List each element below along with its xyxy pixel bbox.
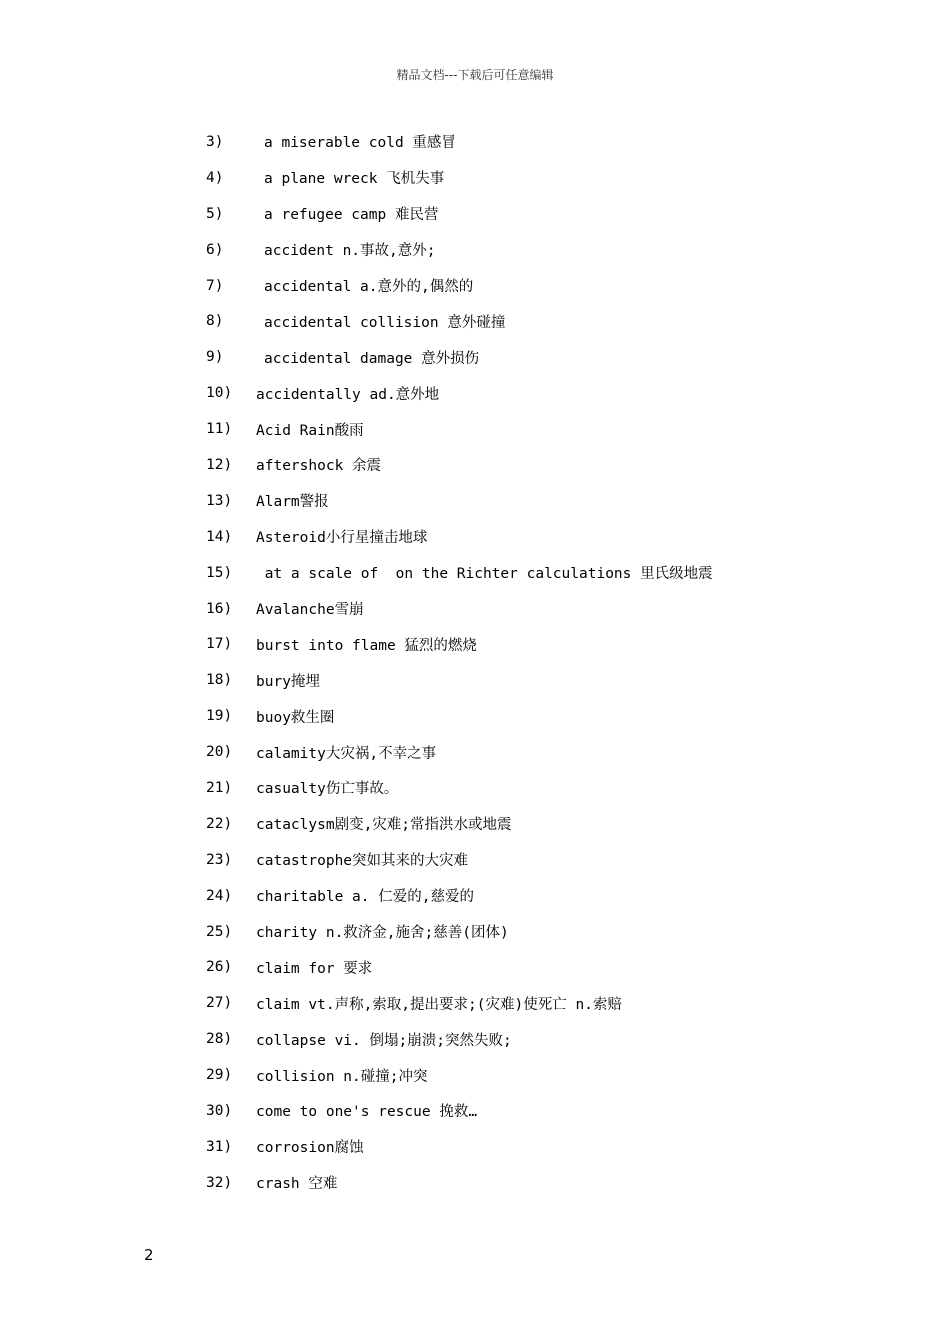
entry-text: cataclysm剧变,灾难;常指洪水或地震 [256,817,512,834]
entry-text: a plane wreck 飞机失事 [264,171,445,188]
entry-text: charitable a. 仁爱的,慈爱的 [256,889,474,906]
entry-number: 14) [206,528,233,545]
entry-number: 26) [206,959,233,976]
list-item [206,1165,906,1201]
page-header: 精品文档---下载后可任意编辑 [396,68,554,82]
list-item [206,949,906,985]
entry-number: 17) [206,636,233,653]
list-item [206,806,906,842]
entry-text: accidentally ad.意外地 [256,386,440,403]
entry-text: collision n.碰撞;冲突 [256,1068,428,1085]
entry-number: 10) [206,385,233,402]
list-item [206,447,906,483]
entry-number: 3) [206,133,224,150]
entry-number: 23) [206,851,233,868]
list-item [206,878,906,914]
list-item [206,662,906,698]
list-item [206,842,906,878]
entry-number: 18) [206,672,233,689]
entry-number: 28) [206,1031,233,1048]
list-item [206,1021,906,1057]
entry-number: 31) [206,1138,233,1155]
list-item [206,555,906,591]
entry-number: 25) [206,923,233,940]
list-item [206,519,906,555]
list-item [206,770,906,806]
entry-text: bury掩埋 [256,673,320,690]
entry-text: a refugee camp 难民营 [264,207,439,224]
entry-number: 21) [206,779,233,796]
entry-text: accidental collision 意外碰撞 [264,314,506,331]
entry-text: accident n.事故,意外; [264,243,436,260]
entry-text: Alarm警报 [256,494,329,511]
entry-text: accidental damage 意外损伤 [264,350,480,367]
entry-number: 8) [206,313,224,330]
entry-text: claim vt.声称,索取,提出要求;(灾难)使死亡 n.索赔 [256,996,622,1013]
entry-number: 15) [206,564,233,581]
entry-number: 4) [206,169,224,186]
entry-number: 5) [206,205,224,222]
entry-number: 19) [206,708,233,725]
list-item [206,303,906,339]
entry-number: 22) [206,815,233,832]
list-item [206,196,906,232]
entry-number: 12) [206,456,233,473]
entry-text: Asteroid小行星撞击地球 [256,530,428,547]
list-item [206,1057,906,1093]
entry-text: collapse vi. 倒塌;崩溃;突然失败; [256,1032,512,1049]
entry-number: 27) [206,995,233,1012]
list-item [206,339,906,375]
entry-number: 11) [206,421,233,438]
list-item [206,591,906,627]
entry-number: 32) [206,1174,233,1191]
list-item [206,411,906,447]
entry-number: 20) [206,744,233,761]
list-item [206,1093,906,1129]
list-item [206,375,906,411]
vocabulary-list [206,124,906,1201]
entry-number: 7) [206,277,224,294]
list-item [206,160,906,196]
entry-text: crash 空难 [256,1176,338,1193]
entry-text: charity n.救济金,施舍;慈善(团体) [256,925,509,942]
list-item [206,232,906,268]
entry-text: aftershock 余震 [256,458,382,475]
entry-number: 24) [206,887,233,904]
entry-text: claim for 要求 [256,960,373,977]
entry-text: calamity大灾祸,不幸之事 [256,745,437,762]
entry-number: 30) [206,1102,233,1119]
list-item [206,1129,906,1165]
entry-text: buoy救生圈 [256,709,335,726]
entry-text: casualty伤亡事故。 [256,781,399,798]
page-number: 2 [144,1246,154,1264]
entry-text: a miserable cold 重感冒 [264,135,456,152]
entry-text: burst into flame 猛烈的燃烧 [256,637,477,654]
entry-text: Acid Rain酸雨 [256,422,364,439]
list-item [206,268,906,304]
entry-number: 16) [206,600,233,617]
entry-number: 6) [206,241,224,258]
entry-text: catastrophe突如其来的大灾难 [256,853,469,870]
list-item [206,483,906,519]
list-item [206,626,906,662]
entry-number: 9) [206,349,224,366]
entry-number: 29) [206,1067,233,1084]
list-item [206,698,906,734]
list-item [206,124,906,160]
entry-text: corrosion腐蚀 [256,1140,364,1157]
entry-text: at a scale of on the Richter calculations 里氏级地震 [256,566,713,583]
entry-number: 13) [206,492,233,509]
list-item [206,734,906,770]
list-item [206,914,906,950]
entry-text: Avalanche雪崩 [256,602,364,619]
entry-text: come to one's rescue 挽救… [256,1104,478,1121]
list-item [206,985,906,1021]
entry-text: accidental a.意外的,偶然的 [264,279,474,295]
